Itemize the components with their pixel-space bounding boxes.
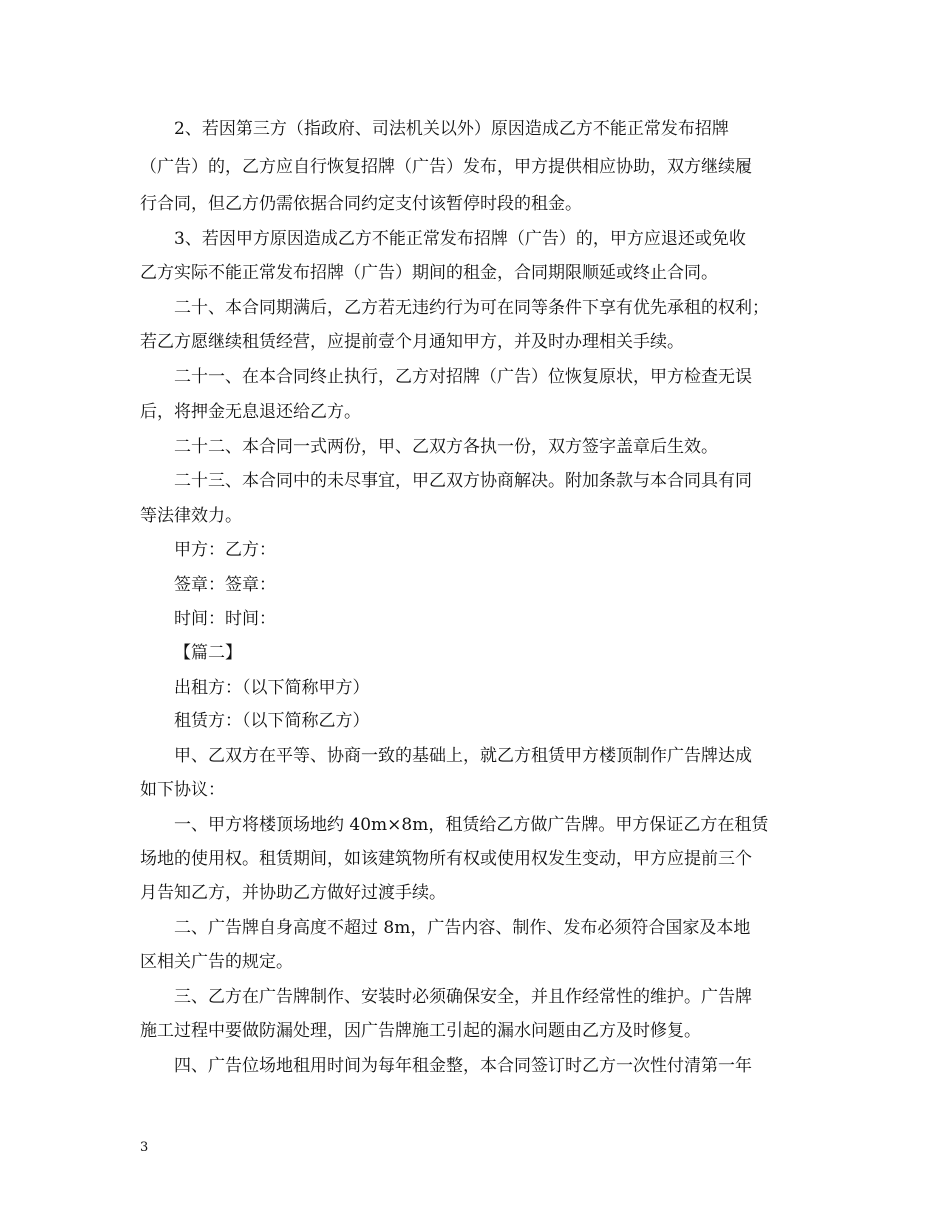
section-heading: 【篇二】 [174, 643, 242, 663]
paragraph-item-3-line-1: 三、乙方在广告牌制作、安装时必须确保安全，并且作经常性的维护。广告牌 [174, 987, 752, 1007]
paragraph-article-20-line-1: 二十、本合同期满后，乙方若无违约行为可在同等条件下享有优先承租的权利； [174, 298, 769, 318]
signature-parties: 甲方：乙方： [174, 540, 276, 560]
paragraph-article-21-line-2: 后，将押金无息退还给乙方。 [140, 402, 361, 422]
paragraph-article-21-line-1: 二十一、在本合同终止执行，乙方对招牌（广告）位恢复原状，甲方检查无误 [174, 367, 752, 387]
paragraph-item-2-line-2: 区相关广告的规定。 [140, 952, 293, 972]
paragraph-clause-3-line-2: 乙方实际不能正常发布招牌（广告）期间的租金，合同期限顺延或终止合同。 [140, 263, 718, 283]
lessee-line: 租赁方：（以下简称乙方） [174, 711, 370, 731]
lessor-line: 出租方：（以下简称甲方） [174, 678, 370, 698]
paragraph-clause-3-line-1: 3、若因甲方原因造成乙方不能正常发布招牌（广告）的，甲方应退还或免收 [174, 229, 746, 249]
paragraph-clause-2-line-1: 2、若因第三方（指政府、司法机关以外）原因造成乙方不能正常发布招牌 [174, 119, 729, 139]
paragraph-article-20-line-2: 若乙方愿继续租赁经营，应提前壹个月通知甲方，并及时办理相关手续。 [140, 332, 684, 352]
paragraph-item-4-line-1: 四、广告位场地租用时间为每年租金整，本合同签订时乙方一次性付清第一年 [174, 1056, 752, 1076]
paragraph-item-1-line-1: 一、甲方将楼顶场地约 40m×8m，租赁给乙方做广告牌。甲方保证乙方在租赁 [174, 815, 769, 835]
page-number: 3 [140, 1140, 149, 1155]
paragraph-clause-2-line-3: 行合同，但乙方仍需依据合同约定支付该暂停时段的租金。 [140, 194, 582, 214]
paragraph-preamble-line-2: 如下协议： [140, 780, 225, 800]
paragraph-article-23-line-1: 二十三、本合同中的未尽事宜，甲乙双方协商解决。附加条款与本合同具有同 [174, 471, 752, 491]
paragraph-item-2-line-1: 二、广告牌自身高度不超过 8m，广告内容、制作、发布必须符合国家及本地 [174, 918, 751, 938]
paragraph-item-1-line-2: 场地的使用权。租赁期间，如该建筑物所有权或使用权发生变动，甲方应提前三个 [140, 849, 752, 869]
paragraph-item-1-line-3: 月告知乙方，并协助乙方做好过渡手续。 [140, 883, 446, 903]
signature-dates: 时间：时间： [174, 609, 276, 629]
paragraph-item-3-line-2: 施工过程中要做防漏处理，因广告牌施工引起的漏水问题由乙方及时修复。 [140, 1021, 701, 1041]
paragraph-preamble-line-1: 甲、乙双方在平等、协商一致的基础上，就乙方租赁甲方楼顶制作广告牌达成 [174, 746, 752, 766]
paragraph-article-22: 二十二、本合同一式两份，甲、乙双方各执一份，双方签字盖章后生效。 [174, 437, 718, 457]
paragraph-clause-2-line-2: （广告）的，乙方应自行恢复招牌（广告）发布，甲方提供相应协助，双方继续履 [140, 157, 752, 177]
paragraph-article-23-line-2: 等法律效力。 [140, 506, 242, 526]
signature-seals: 签章：签章： [174, 575, 276, 595]
